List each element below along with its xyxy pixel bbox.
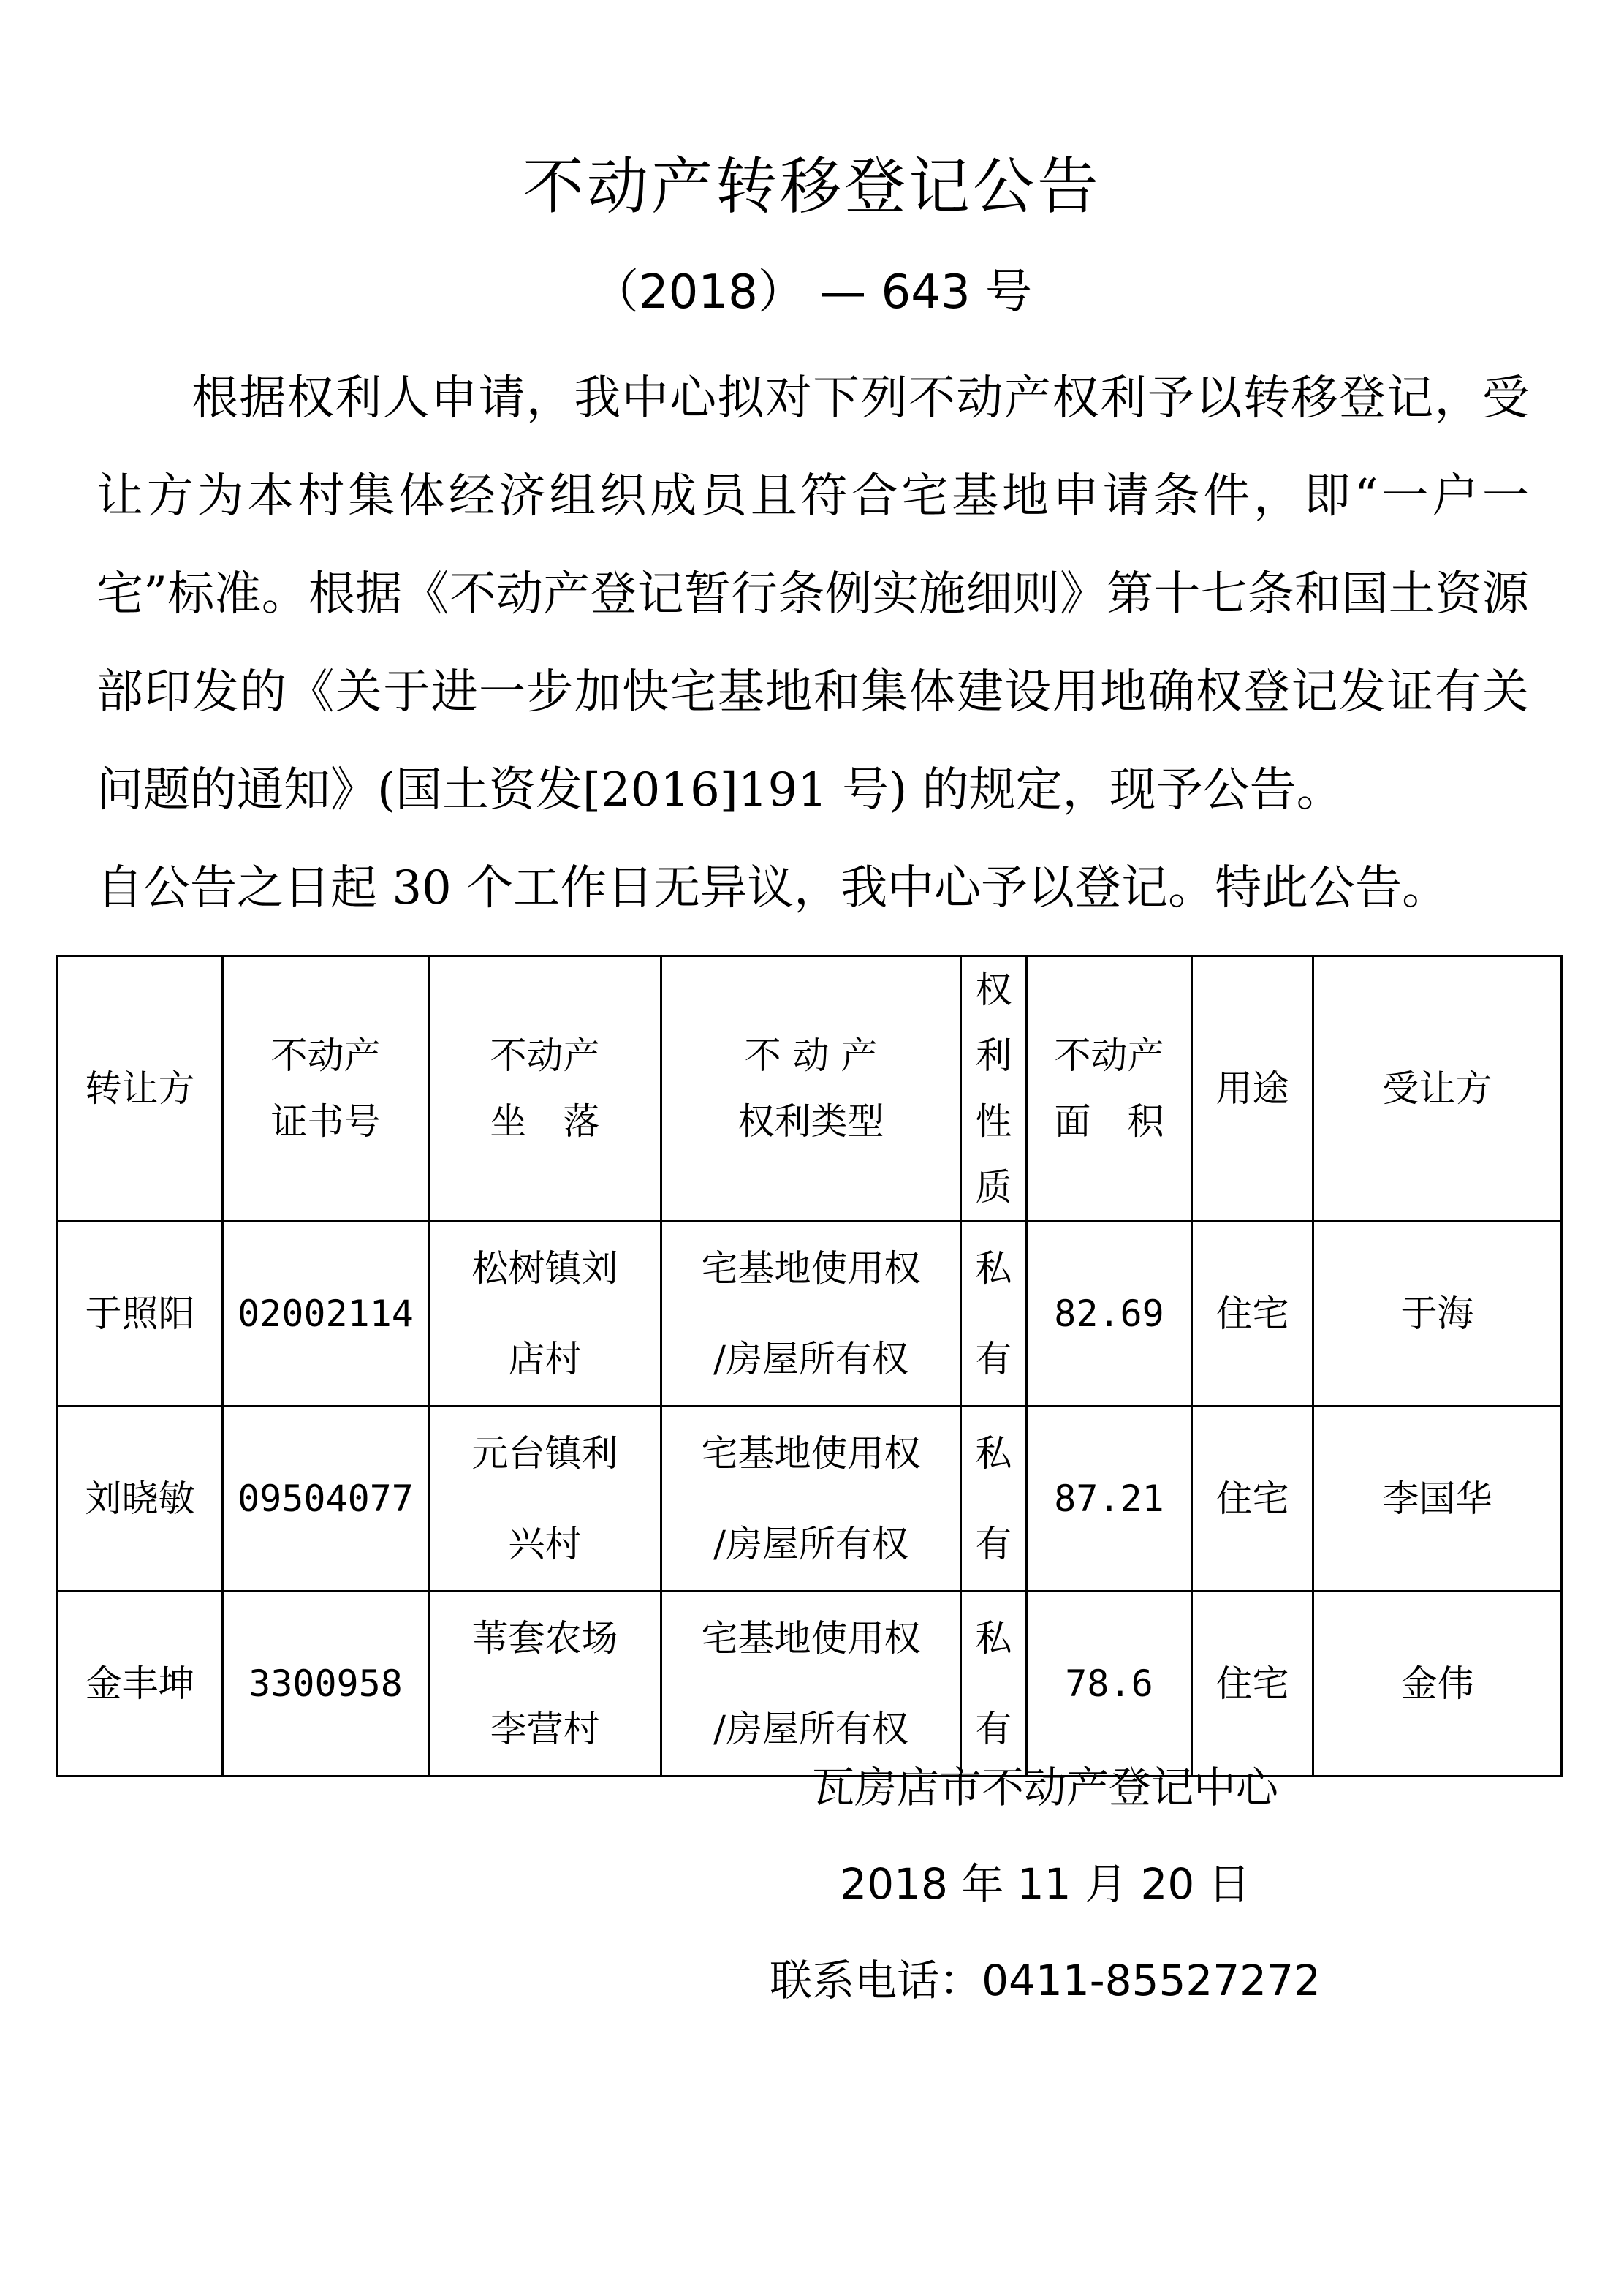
body-paragraph-closing: 自公告之日起 30 个工作日无异议，我中心予以登记。特此公告。	[96, 861, 1449, 915]
table-row	[58, 1592, 1562, 1777]
issuer-name: 瓦房店市不动产登记中心	[811, 1763, 1278, 1812]
cell-certificate-no: 09504077	[223, 1407, 429, 1592]
cell-transferor: 刘晓敏	[58, 1407, 223, 1592]
cell-usage: 住宅	[1192, 1222, 1313, 1407]
header-area: 不动产 面 积	[1027, 956, 1192, 1222]
cell-right-type: 宅基地使用权 /房屋所有权	[661, 1592, 961, 1777]
table-row	[58, 1407, 1562, 1592]
cell-location: 松树镇刘 店村	[429, 1222, 661, 1407]
transfer-records-table	[56, 955, 1563, 1777]
cell-right-nature: 私有	[961, 1222, 1027, 1407]
header-right-nature: 权利 性质	[961, 956, 1027, 1222]
notice-body	[96, 349, 1529, 937]
cell-area: 78.6	[1027, 1592, 1192, 1777]
cell-right-nature: 私有	[961, 1592, 1027, 1777]
table-row	[58, 1222, 1562, 1407]
header-transferee: 受让方	[1313, 956, 1562, 1222]
header-right-type: 不 动 产 权利类型	[661, 956, 961, 1222]
cell-certificate-no: 02002114	[223, 1222, 429, 1407]
header-location: 不动产 坐 落	[429, 956, 661, 1222]
cell-usage: 住宅	[1192, 1592, 1313, 1777]
cell-right-type: 宅基地使用权 /房屋所有权	[661, 1222, 961, 1407]
cell-transferee: 于海	[1313, 1222, 1562, 1407]
header-usage: 用途	[1192, 956, 1313, 1222]
document-number: （2018） — 643 号	[591, 265, 1033, 319]
cell-usage: 住宅	[1192, 1407, 1313, 1592]
cell-transferor: 金丰坤	[58, 1592, 223, 1777]
cell-certificate-no: 3300958	[223, 1592, 429, 1777]
cell-area: 87.21	[1027, 1407, 1192, 1592]
header-transferor: 转让方	[58, 956, 223, 1222]
cell-area: 82.69	[1027, 1222, 1192, 1407]
notice-title: 不动产转移登记公告	[522, 151, 1101, 222]
cell-right-nature: 私有	[961, 1407, 1027, 1592]
contact-phone: 联系电话：0411-85527272	[770, 1956, 1321, 2005]
cell-transferee: 金伟	[1313, 1592, 1562, 1777]
issue-date: 2018 年 11 月 20 日	[840, 1859, 1251, 1909]
cell-transferor: 于照阳	[58, 1222, 223, 1407]
cell-location: 苇套农场 李营村	[429, 1592, 661, 1777]
cell-right-type: 宅基地使用权 /房屋所有权	[661, 1407, 961, 1592]
cell-location: 元台镇利 兴村	[429, 1407, 661, 1592]
table-header-row	[58, 956, 1562, 1222]
cell-transferee: 李国华	[1313, 1407, 1562, 1592]
header-certificate-no: 不动产 证书号	[223, 956, 429, 1222]
body-paragraph-main: 根据权利人申请，我中心拟对下列不动产权利予以转移登记，受让方为本村集体经济组织成员且符合宅基地申请条件，即“一户一宅”标准。根据《不动产登记暂行条例实施细则》第十七条和国土资源部印发的《关于进一步加快宅基地和集体建设用地确权登记发证有关问题的通知》(国土资发[2016]191 号) 的规定，现予公告。	[96, 371, 1529, 817]
